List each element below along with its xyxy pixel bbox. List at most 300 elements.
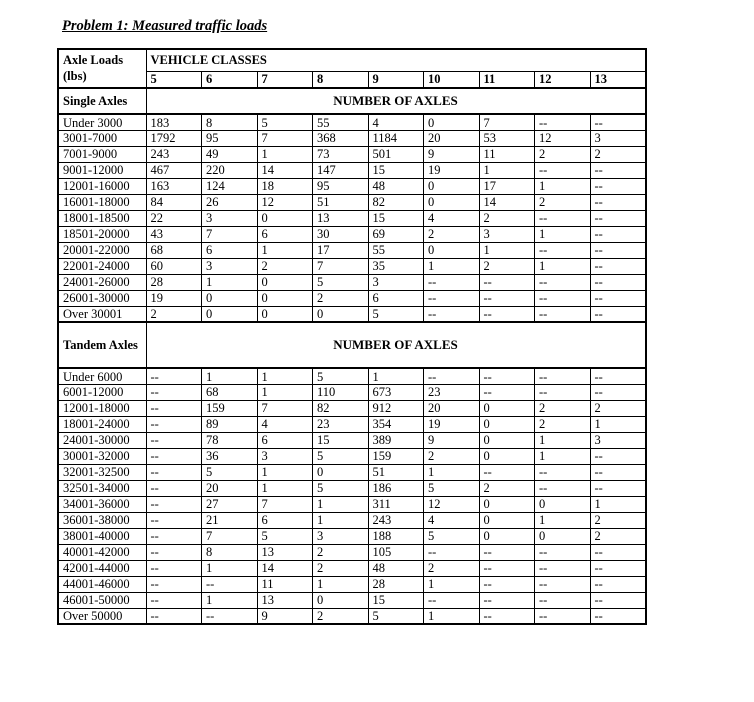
axle-count-cell: 73 bbox=[313, 146, 369, 162]
axle-count-cell: 43 bbox=[146, 226, 202, 242]
axle-count-cell: -- bbox=[535, 608, 591, 624]
axle-count-cell: 1 bbox=[535, 432, 591, 448]
axle-count-cell: 1 bbox=[313, 496, 369, 512]
section-sublabel: NUMBER OF AXLES bbox=[146, 88, 646, 114]
axle-count-cell: -- bbox=[202, 608, 258, 624]
axle-count-cell: -- bbox=[535, 162, 591, 178]
axle-count-cell: 2 bbox=[535, 146, 591, 162]
axle-count-cell: 159 bbox=[368, 448, 424, 464]
axle-count-cell: -- bbox=[424, 544, 480, 560]
axle-count-cell: -- bbox=[590, 178, 646, 194]
axle-count-cell: 3 bbox=[368, 274, 424, 290]
axle-count-cell: 2 bbox=[535, 194, 591, 210]
axle-count-cell: -- bbox=[590, 242, 646, 258]
table-row bbox=[58, 306, 646, 322]
axle-count-cell: 51 bbox=[368, 464, 424, 480]
axle-count-cell: 26 bbox=[202, 194, 258, 210]
axle-count-cell: 0 bbox=[313, 592, 369, 608]
axle-count-cell: 55 bbox=[313, 114, 369, 130]
load-range-cell: Under 3000 bbox=[58, 114, 146, 130]
axle-count-cell: 147 bbox=[313, 162, 369, 178]
axle-count-cell: 1 bbox=[535, 448, 591, 464]
table-row bbox=[58, 432, 646, 448]
axle-count-cell: -- bbox=[424, 592, 480, 608]
table-row bbox=[58, 258, 646, 274]
axle-count-cell: -- bbox=[590, 576, 646, 592]
axle-count-cell: -- bbox=[590, 560, 646, 576]
axle-count-cell: 84 bbox=[146, 194, 202, 210]
axle-count-cell: 501 bbox=[368, 146, 424, 162]
table-row bbox=[58, 400, 646, 416]
axle-count-cell: -- bbox=[590, 592, 646, 608]
table-row bbox=[58, 416, 646, 432]
axle-count-cell: -- bbox=[590, 226, 646, 242]
axle-count-cell: 1 bbox=[535, 258, 591, 274]
axle-count-cell: 2 bbox=[590, 528, 646, 544]
table-row bbox=[58, 162, 646, 178]
load-range-cell: 22001-24000 bbox=[58, 258, 146, 274]
axle-count-cell: 5 bbox=[424, 480, 480, 496]
axle-count-cell: 22 bbox=[146, 210, 202, 226]
axle-count-cell: 9 bbox=[424, 432, 480, 448]
table-row bbox=[58, 560, 646, 576]
axle-count-cell: -- bbox=[590, 290, 646, 306]
table-row bbox=[58, 464, 646, 480]
axle-count-cell: 5 bbox=[313, 448, 369, 464]
axle-count-cell: -- bbox=[535, 576, 591, 592]
class-number-cell: 12 bbox=[535, 71, 591, 88]
table-row bbox=[58, 226, 646, 242]
axle-count-cell: 2 bbox=[590, 146, 646, 162]
axle-count-cell: 1 bbox=[535, 512, 591, 528]
axle-count-cell: 5 bbox=[424, 528, 480, 544]
axle-count-cell: -- bbox=[202, 576, 258, 592]
class-number-cell: 6 bbox=[202, 71, 258, 88]
axle-count-cell: 2 bbox=[590, 512, 646, 528]
axle-count-cell: -- bbox=[590, 480, 646, 496]
axle-count-cell: 0 bbox=[479, 432, 535, 448]
axle-count-cell: 15 bbox=[368, 210, 424, 226]
axle-count-cell: 0 bbox=[479, 448, 535, 464]
axle-count-cell: 6 bbox=[257, 432, 313, 448]
axle-count-cell: 68 bbox=[202, 384, 258, 400]
axle-count-cell: 1 bbox=[535, 178, 591, 194]
axle-count-cell: 14 bbox=[479, 194, 535, 210]
axle-count-cell: -- bbox=[424, 306, 480, 322]
axle-count-cell: -- bbox=[535, 560, 591, 576]
axle-count-cell: -- bbox=[146, 544, 202, 560]
axle-count-cell: 2 bbox=[424, 226, 480, 242]
axle-count-cell: 1 bbox=[257, 384, 313, 400]
axle-count-cell: 48 bbox=[368, 560, 424, 576]
axle-count-cell: 60 bbox=[146, 258, 202, 274]
axle-count-cell: 0 bbox=[202, 290, 258, 306]
axle-count-cell: -- bbox=[146, 496, 202, 512]
table-row bbox=[58, 512, 646, 528]
axle-count-cell: 82 bbox=[313, 400, 369, 416]
axle-count-cell: 0 bbox=[424, 178, 480, 194]
axle-count-cell: 2 bbox=[313, 290, 369, 306]
axle-count-cell: 6 bbox=[202, 242, 258, 258]
axle-count-cell: 5 bbox=[313, 480, 369, 496]
axle-count-cell: 14 bbox=[257, 560, 313, 576]
axle-count-cell: 0 bbox=[479, 496, 535, 512]
page-title: Problem 1: Measured traffic loads bbox=[62, 18, 268, 34]
axle-count-cell: 5 bbox=[313, 274, 369, 290]
axle-count-cell: 6 bbox=[257, 512, 313, 528]
axle-count-cell: -- bbox=[146, 592, 202, 608]
axle-count-cell: -- bbox=[590, 464, 646, 480]
table-row bbox=[58, 178, 646, 194]
table-row bbox=[58, 130, 646, 146]
axle-count-cell: 2 bbox=[535, 416, 591, 432]
class-numbers-row bbox=[58, 71, 646, 88]
axle-count-cell: 7 bbox=[257, 400, 313, 416]
axle-count-cell: 186 bbox=[368, 480, 424, 496]
axle-count-cell: 51 bbox=[313, 194, 369, 210]
axle-count-cell: 1 bbox=[535, 226, 591, 242]
table-row bbox=[58, 576, 646, 592]
axle-count-cell: 1 bbox=[257, 242, 313, 258]
table-row bbox=[58, 274, 646, 290]
axle-count-cell: 11 bbox=[257, 576, 313, 592]
axle-count-cell: 2 bbox=[479, 258, 535, 274]
axle-count-cell: 2 bbox=[257, 258, 313, 274]
axle-count-cell: 4 bbox=[368, 114, 424, 130]
axle-count-cell: 163 bbox=[146, 178, 202, 194]
axle-count-cell: 3 bbox=[313, 528, 369, 544]
axle-count-cell: -- bbox=[590, 162, 646, 178]
axle-count-cell: -- bbox=[146, 560, 202, 576]
axle-count-cell: 0 bbox=[257, 306, 313, 322]
axle-count-cell: -- bbox=[146, 368, 202, 384]
axle-count-cell: 1 bbox=[424, 608, 480, 624]
load-range-cell: 40001-42000 bbox=[58, 544, 146, 560]
axle-count-cell: 19 bbox=[424, 162, 480, 178]
axle-count-cell: 17 bbox=[313, 242, 369, 258]
axle-count-cell: 53 bbox=[479, 130, 535, 146]
vehicle-classes-row bbox=[58, 49, 646, 71]
axle-count-cell: 5 bbox=[368, 306, 424, 322]
axle-count-cell: 7 bbox=[257, 496, 313, 512]
axle-count-cell: -- bbox=[424, 290, 480, 306]
load-range-cell: 12001-18000 bbox=[58, 400, 146, 416]
axle-count-cell: 20 bbox=[424, 130, 480, 146]
axle-count-cell: 9 bbox=[257, 608, 313, 624]
section-label: Tandem Axles bbox=[58, 322, 146, 368]
axle-count-cell: 1 bbox=[257, 464, 313, 480]
load-range-cell: 44001-46000 bbox=[58, 576, 146, 592]
load-range-cell: 26001-30000 bbox=[58, 290, 146, 306]
axle-count-cell: 368 bbox=[313, 130, 369, 146]
load-range-cell: 42001-44000 bbox=[58, 560, 146, 576]
axle-count-cell: -- bbox=[479, 306, 535, 322]
axle-count-cell: 467 bbox=[146, 162, 202, 178]
axle-count-cell: 1 bbox=[479, 162, 535, 178]
class-number-cell: 5 bbox=[146, 71, 202, 88]
axle-count-cell: 28 bbox=[146, 274, 202, 290]
axle-count-cell: 0 bbox=[424, 242, 480, 258]
axle-count-cell: 9 bbox=[424, 146, 480, 162]
axle-count-cell: 20 bbox=[202, 480, 258, 496]
axle-count-cell: -- bbox=[146, 416, 202, 432]
axle-count-cell: 48 bbox=[368, 178, 424, 194]
load-range-cell: 16001-18000 bbox=[58, 194, 146, 210]
axle-count-cell: 0 bbox=[202, 306, 258, 322]
load-range-cell: 32501-34000 bbox=[58, 480, 146, 496]
axle-count-cell: 55 bbox=[368, 242, 424, 258]
axle-count-cell: 6 bbox=[368, 290, 424, 306]
axle-count-cell: 6 bbox=[257, 226, 313, 242]
axle-count-cell: 5 bbox=[368, 608, 424, 624]
axle-count-cell: 110 bbox=[313, 384, 369, 400]
table-row bbox=[58, 210, 646, 226]
axle-count-cell: 3 bbox=[590, 130, 646, 146]
axle-count-cell: -- bbox=[146, 576, 202, 592]
axle-count-cell: 183 bbox=[146, 114, 202, 130]
axle-count-cell: 1 bbox=[257, 368, 313, 384]
axle-count-cell: -- bbox=[479, 384, 535, 400]
axle-count-cell: 8 bbox=[202, 544, 258, 560]
axle-count-cell: 27 bbox=[202, 496, 258, 512]
axle-count-cell: -- bbox=[590, 210, 646, 226]
load-range-cell: 20001-22000 bbox=[58, 242, 146, 258]
axle-count-cell: 1 bbox=[202, 274, 258, 290]
axle-count-cell: -- bbox=[146, 400, 202, 416]
axle-count-cell: 5 bbox=[313, 368, 369, 384]
axle-count-cell: -- bbox=[424, 274, 480, 290]
axle-count-cell: 188 bbox=[368, 528, 424, 544]
axle-count-cell: 7 bbox=[202, 528, 258, 544]
axle-count-cell: 13 bbox=[257, 544, 313, 560]
axle-count-cell: 3 bbox=[202, 210, 258, 226]
axle-count-cell: 4 bbox=[424, 512, 480, 528]
axle-count-cell: 3 bbox=[479, 226, 535, 242]
axle-count-cell: -- bbox=[146, 480, 202, 496]
class-number-cell: 9 bbox=[368, 71, 424, 88]
axle-count-cell: 2 bbox=[424, 560, 480, 576]
axle-count-cell: 17 bbox=[479, 178, 535, 194]
table-row bbox=[58, 384, 646, 400]
class-number-cell: 10 bbox=[424, 71, 480, 88]
axle-count-cell: 1 bbox=[424, 464, 480, 480]
axle-count-cell: 15 bbox=[313, 432, 369, 448]
axle-count-cell: 35 bbox=[368, 258, 424, 274]
load-range-cell: 12001-16000 bbox=[58, 178, 146, 194]
table-row bbox=[58, 544, 646, 560]
axle-count-cell: 7 bbox=[313, 258, 369, 274]
axle-count-cell: 1 bbox=[590, 416, 646, 432]
class-number-cell: 13 bbox=[590, 71, 646, 88]
axle-count-cell: 1792 bbox=[146, 130, 202, 146]
load-range-cell: 6001-12000 bbox=[58, 384, 146, 400]
axle-count-cell: -- bbox=[535, 114, 591, 130]
axle-count-cell: 1 bbox=[368, 368, 424, 384]
load-range-cell: 9001-12000 bbox=[58, 162, 146, 178]
axle-count-cell: 82 bbox=[368, 194, 424, 210]
axle-count-cell: 23 bbox=[424, 384, 480, 400]
load-range-cell: 18501-20000 bbox=[58, 226, 146, 242]
axle-count-cell: -- bbox=[146, 448, 202, 464]
axle-count-cell: -- bbox=[479, 592, 535, 608]
table-row bbox=[58, 146, 646, 162]
axle-count-cell: 1 bbox=[479, 242, 535, 258]
class-number-cell: 7 bbox=[257, 71, 313, 88]
axle-count-cell: -- bbox=[146, 464, 202, 480]
axle-count-cell: -- bbox=[479, 608, 535, 624]
axle-count-cell: -- bbox=[590, 114, 646, 130]
table-row bbox=[58, 528, 646, 544]
axle-count-cell: 68 bbox=[146, 242, 202, 258]
axle-count-cell: 0 bbox=[257, 210, 313, 226]
axle-count-cell: 673 bbox=[368, 384, 424, 400]
axle-count-cell: -- bbox=[535, 368, 591, 384]
load-range-cell: 46001-50000 bbox=[58, 592, 146, 608]
axle-count-cell: -- bbox=[535, 306, 591, 322]
class-number-cell: 11 bbox=[479, 71, 535, 88]
load-range-cell: 18001-24000 bbox=[58, 416, 146, 432]
axle-count-cell: -- bbox=[146, 384, 202, 400]
axle-count-cell: 19 bbox=[424, 416, 480, 432]
axle-count-cell: -- bbox=[146, 528, 202, 544]
axle-count-cell: 2 bbox=[535, 400, 591, 416]
axle-count-cell: 7 bbox=[257, 130, 313, 146]
section-label: Single Axles bbox=[58, 88, 146, 114]
axle-count-cell: 12 bbox=[535, 130, 591, 146]
axle-count-cell: 21 bbox=[202, 512, 258, 528]
table-row bbox=[58, 290, 646, 306]
axle-count-cell: -- bbox=[535, 242, 591, 258]
axle-count-cell: 1 bbox=[590, 496, 646, 512]
axle-count-cell: 3 bbox=[257, 448, 313, 464]
table-row bbox=[58, 480, 646, 496]
axle-count-cell: 311 bbox=[368, 496, 424, 512]
axle-count-cell: -- bbox=[535, 464, 591, 480]
axle-count-cell: -- bbox=[479, 368, 535, 384]
axle-count-cell: 19 bbox=[146, 290, 202, 306]
axle-count-cell: 0 bbox=[313, 306, 369, 322]
axle-count-cell: 2 bbox=[590, 400, 646, 416]
load-range-cell: Over 30001 bbox=[58, 306, 146, 322]
axle-count-cell: 8 bbox=[202, 114, 258, 130]
axle-count-cell: 78 bbox=[202, 432, 258, 448]
load-range-cell: 38001-40000 bbox=[58, 528, 146, 544]
axle-count-cell: 18 bbox=[257, 178, 313, 194]
axle-count-cell: 13 bbox=[313, 210, 369, 226]
axle-count-cell: 0 bbox=[535, 528, 591, 544]
axle-count-cell: 5 bbox=[257, 114, 313, 130]
axle-count-cell: 2 bbox=[479, 480, 535, 496]
axle-count-cell: -- bbox=[479, 290, 535, 306]
axle-count-cell: 1 bbox=[202, 560, 258, 576]
axle-count-cell: 354 bbox=[368, 416, 424, 432]
axle-count-cell: 69 bbox=[368, 226, 424, 242]
axle-count-cell: -- bbox=[479, 560, 535, 576]
axle-count-cell: 13 bbox=[257, 592, 313, 608]
axle-count-cell: 0 bbox=[257, 274, 313, 290]
axle-count-cell: 12 bbox=[257, 194, 313, 210]
axle-count-cell: -- bbox=[535, 210, 591, 226]
axle-count-cell: -- bbox=[146, 512, 202, 528]
table-row bbox=[58, 592, 646, 608]
axle-count-cell: 49 bbox=[202, 146, 258, 162]
axle-count-cell: 20 bbox=[424, 400, 480, 416]
axle-count-cell: 30 bbox=[313, 226, 369, 242]
table-row bbox=[58, 242, 646, 258]
axle-count-cell: 0 bbox=[257, 290, 313, 306]
load-range-cell: Under 6000 bbox=[58, 368, 146, 384]
axle-count-cell: -- bbox=[535, 290, 591, 306]
axle-count-cell: -- bbox=[535, 384, 591, 400]
axle-count-cell: 105 bbox=[368, 544, 424, 560]
axle-count-cell: 23 bbox=[313, 416, 369, 432]
axle-count-cell: -- bbox=[590, 608, 646, 624]
axle-count-cell: 12 bbox=[424, 496, 480, 512]
load-range-cell: 34001-36000 bbox=[58, 496, 146, 512]
axle-count-cell: -- bbox=[535, 544, 591, 560]
axle-count-cell: -- bbox=[590, 544, 646, 560]
axle-count-cell: 912 bbox=[368, 400, 424, 416]
load-range-cell: Over 50000 bbox=[58, 608, 146, 624]
axle-count-cell: 1 bbox=[257, 146, 313, 162]
axle-count-cell: 1 bbox=[257, 480, 313, 496]
load-range-cell: 32001-32500 bbox=[58, 464, 146, 480]
axle-count-cell: -- bbox=[535, 592, 591, 608]
load-range-cell: 36001-38000 bbox=[58, 512, 146, 528]
axle-count-cell: 159 bbox=[202, 400, 258, 416]
axle-count-cell: 2 bbox=[479, 210, 535, 226]
axle-count-cell: 1 bbox=[202, 592, 258, 608]
load-range-cell: 3001-7000 bbox=[58, 130, 146, 146]
axle-count-cell: 1 bbox=[313, 576, 369, 592]
axle-count-cell: 4 bbox=[257, 416, 313, 432]
axle-count-cell: 4 bbox=[424, 210, 480, 226]
axle-count-cell: 0 bbox=[479, 512, 535, 528]
load-range-cell: 18001-18500 bbox=[58, 210, 146, 226]
axle-count-cell: 220 bbox=[202, 162, 258, 178]
axle-count-cell: -- bbox=[479, 274, 535, 290]
axle-count-cell: 2 bbox=[313, 560, 369, 576]
axle-count-cell: 124 bbox=[202, 178, 258, 194]
axle-count-cell: -- bbox=[479, 544, 535, 560]
load-range-cell: 24001-30000 bbox=[58, 432, 146, 448]
axle-count-cell: 15 bbox=[368, 592, 424, 608]
axle-count-cell: 2 bbox=[313, 544, 369, 560]
axle-count-cell: 15 bbox=[368, 162, 424, 178]
axle-count-cell: 243 bbox=[368, 512, 424, 528]
axle-count-cell: -- bbox=[590, 368, 646, 384]
load-range-cell: 30001-32000 bbox=[58, 448, 146, 464]
axle-count-cell: -- bbox=[590, 258, 646, 274]
axle-count-cell: -- bbox=[590, 384, 646, 400]
table-row bbox=[58, 496, 646, 512]
axle-count-cell: -- bbox=[535, 274, 591, 290]
table-row bbox=[58, 608, 646, 624]
axle-loads-header: Axle Loads (lbs) bbox=[58, 49, 146, 88]
axle-count-cell: 28 bbox=[368, 576, 424, 592]
axle-count-cell: -- bbox=[479, 576, 535, 592]
table-row bbox=[58, 114, 646, 130]
axle-count-cell: 95 bbox=[313, 178, 369, 194]
axle-count-cell: 0 bbox=[479, 400, 535, 416]
axle-count-cell: -- bbox=[424, 368, 480, 384]
axle-count-cell: 14 bbox=[257, 162, 313, 178]
axle-count-cell: -- bbox=[535, 480, 591, 496]
axle-count-cell: 3 bbox=[202, 258, 258, 274]
section-header-row bbox=[58, 88, 646, 114]
axle-count-cell: 89 bbox=[202, 416, 258, 432]
table-row bbox=[58, 368, 646, 384]
